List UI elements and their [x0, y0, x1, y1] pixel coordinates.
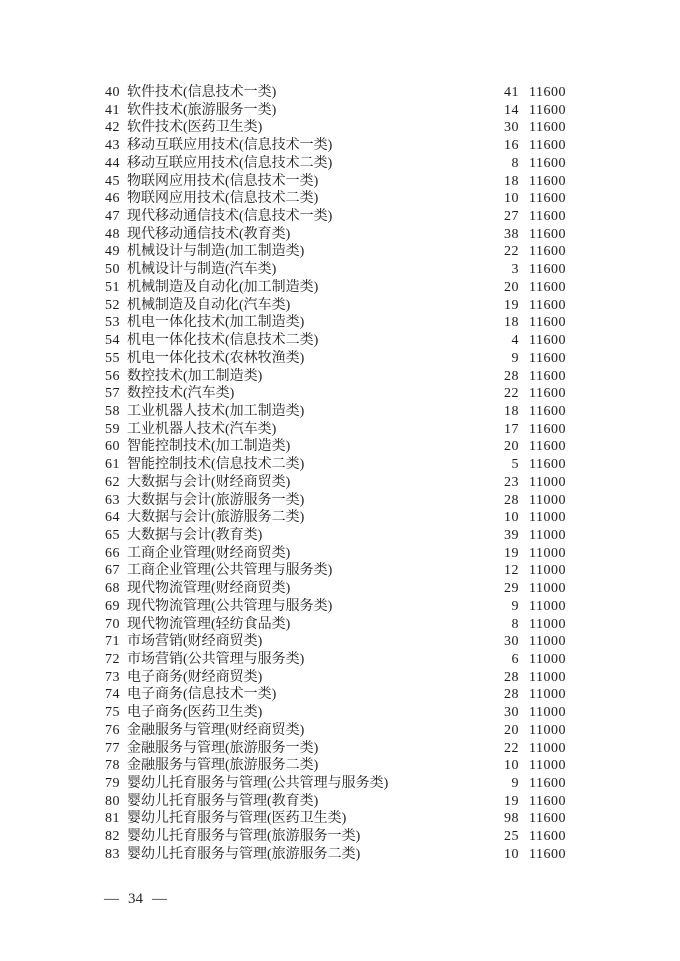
tuition-fee: 11000: [529, 669, 566, 685]
program-name: 物联网应用技术(信息技术一类): [127, 173, 319, 189]
table-row: [100, 279, 566, 297]
tuition-fee: 11000: [529, 492, 566, 508]
tuition-fee: 11600: [529, 421, 566, 437]
table-row: [100, 474, 566, 492]
row-number: 71: [105, 634, 120, 650]
plan-count: 3: [511, 262, 519, 278]
tuition-fee: 11000: [529, 758, 566, 774]
table-row: [100, 332, 566, 350]
row-number: 41: [105, 102, 120, 118]
row-number: 78: [105, 758, 120, 774]
program-name: 电子商务(信息技术一类): [127, 687, 277, 703]
program-name: 机械制造及自动化(加工制造类): [127, 279, 319, 295]
plan-count: 4: [511, 333, 519, 349]
tuition-fee: 11600: [529, 350, 566, 366]
tuition-fee: 11000: [529, 545, 566, 561]
tuition-fee: 11000: [529, 581, 566, 597]
plan-count: 30: [504, 120, 519, 136]
table-row: [100, 102, 566, 120]
table-row: [100, 545, 566, 563]
plan-count: 20: [504, 439, 519, 455]
plan-count: 6: [511, 652, 519, 667]
row-number: 43: [105, 138, 120, 154]
table-row: [100, 616, 566, 634]
row-number: 59: [105, 421, 120, 437]
program-name: 现代物流管理(财经商贸类): [127, 581, 291, 597]
program-name: 机电一体化技术(信息技术二类): [127, 333, 319, 349]
tuition-fee: 11600: [529, 403, 566, 419]
plan-count: 29: [504, 581, 519, 597]
row-number: 45: [105, 173, 120, 189]
page-footer: [104, 889, 167, 909]
row-number: 75: [105, 705, 120, 721]
tuition-fee: 11600: [529, 315, 566, 331]
program-name: 现代移动通信技术(信息技术一类): [127, 209, 333, 225]
row-number: 44: [105, 155, 120, 171]
table-row: [100, 686, 566, 704]
row-number: 50: [105, 262, 120, 278]
row-number: 69: [105, 598, 120, 614]
table-row: [100, 119, 566, 137]
row-number: 51: [105, 279, 120, 295]
plan-count: 38: [504, 226, 519, 242]
program-name: 婴幼儿托育服务与管理(公共管理与服务类): [127, 776, 389, 792]
row-number: 62: [105, 474, 120, 490]
table-row: [100, 155, 566, 173]
program-name: 金融服务与管理(财经商贸类): [127, 722, 305, 738]
program-name: 金融服务与管理(旅游服务一类): [127, 740, 319, 756]
program-name: 婴幼儿托育服务与管理(旅游服务一类): [127, 829, 361, 845]
tuition-fee: 11600: [529, 386, 566, 402]
plan-count: 30: [504, 634, 519, 650]
row-number: 74: [105, 687, 120, 703]
plan-count: 22: [504, 244, 519, 260]
row-number: 58: [105, 403, 120, 419]
table-row: [100, 208, 566, 226]
plan-count: 28: [504, 687, 519, 703]
plan-count: 28: [504, 492, 519, 508]
row-number: 82: [105, 829, 120, 845]
plan-count: 17: [504, 421, 519, 437]
row-number: 66: [105, 545, 120, 561]
tuition-fee: 11600: [529, 829, 566, 845]
program-name: 软件技术(信息技术一类): [127, 85, 277, 100]
plan-count: 10: [504, 510, 519, 526]
plan-count: 23: [504, 474, 519, 490]
tuition-fee: 11600: [529, 102, 566, 118]
program-name: 大数据与会计(旅游服务二类): [127, 510, 305, 526]
table-row: [100, 846, 566, 864]
table-row: [100, 775, 566, 793]
plan-count: 8: [511, 155, 519, 171]
plan-count: 39: [504, 527, 519, 543]
table-row: [100, 669, 566, 687]
program-name: 智能控制技术(加工制造类): [127, 439, 291, 455]
tuition-fee: 11000: [529, 474, 566, 490]
program-table: [100, 84, 566, 864]
program-name: 大数据与会计(财经商贸类): [127, 474, 291, 490]
table-row: [100, 84, 566, 102]
plan-count: 9: [511, 598, 519, 614]
row-number: 80: [105, 793, 120, 809]
row-number: 83: [105, 846, 120, 862]
table-row: [100, 509, 566, 527]
table-row: [100, 722, 566, 740]
plan-count: 25: [504, 829, 519, 845]
row-number: 68: [105, 581, 120, 597]
table-row: [100, 456, 566, 474]
program-name: 市场营销(公共管理与服务类): [127, 652, 305, 667]
tuition-fee: 11600: [529, 138, 566, 154]
table-row: [100, 492, 566, 510]
program-name: 婴幼儿托育服务与管理(旅游服务二类): [127, 846, 361, 862]
program-name: 机电一体化技术(加工制造类): [127, 315, 305, 331]
plan-count: 14: [504, 102, 519, 118]
table-row: [100, 438, 566, 456]
row-number: 53: [105, 315, 120, 331]
plan-count: 20: [504, 722, 519, 738]
row-number: 56: [105, 368, 120, 384]
tuition-fee: 11600: [529, 279, 566, 295]
table-row: [100, 173, 566, 191]
tuition-fee: 11600: [529, 297, 566, 313]
program-name: 机械制造及自动化(汽车类): [127, 297, 291, 313]
table-row: [100, 580, 566, 598]
table-row: [100, 651, 566, 669]
row-number: 73: [105, 669, 120, 685]
program-name: 物联网应用技术(信息技术二类): [127, 191, 319, 207]
program-name: 机械设计与制造(加工制造类): [127, 244, 305, 260]
program-name: 软件技术(旅游服务一类): [127, 102, 277, 118]
plan-count: 18: [504, 403, 519, 419]
tuition-fee: 11000: [529, 616, 566, 632]
tuition-fee: 11000: [529, 740, 566, 756]
tuition-fee: 11600: [529, 333, 566, 349]
table-row: [100, 190, 566, 208]
tuition-fee: 11600: [529, 439, 566, 455]
tuition-fee: 11600: [529, 811, 566, 827]
table-row: [100, 633, 566, 651]
plan-count: 10: [504, 758, 519, 774]
row-number: 79: [105, 776, 120, 792]
tuition-fee: 11600: [529, 120, 566, 136]
program-name: 现代物流管理(轻纺食品类): [127, 616, 291, 632]
plan-count: 22: [504, 386, 519, 402]
table-row: [100, 527, 566, 545]
program-name: 工业机器人技术(汽车类): [127, 421, 277, 437]
row-number: 64: [105, 510, 120, 526]
plan-count: 12: [504, 563, 519, 579]
plan-count: 18: [504, 173, 519, 189]
row-number: 55: [105, 350, 120, 366]
program-name: 机械设计与制造(汽车类): [127, 262, 277, 278]
plan-count: 19: [504, 545, 519, 561]
program-name: 移动互联应用技术(信息技术一类): [127, 138, 333, 154]
plan-count: 28: [504, 368, 519, 384]
plan-count: 18: [504, 315, 519, 331]
row-number: 54: [105, 333, 120, 349]
table-row: [100, 297, 566, 315]
row-number: 76: [105, 722, 120, 738]
table-row: [100, 350, 566, 368]
program-name: 工商企业管理(公共管理与服务类): [127, 563, 333, 579]
tuition-fee: 11000: [529, 563, 566, 579]
row-number: 81: [105, 811, 120, 827]
plan-count: 19: [504, 793, 519, 809]
plan-count: 98: [504, 811, 519, 827]
tuition-fee: 11600: [529, 209, 566, 225]
program-name: 电子商务(财经商贸类): [127, 669, 263, 685]
program-name: 大数据与会计(教育类): [127, 527, 263, 543]
tuition-fee: 11000: [529, 634, 566, 650]
table-row: [100, 368, 566, 386]
row-number: 57: [105, 386, 120, 402]
program-name: 大数据与会计(旅游服务一类): [127, 492, 305, 508]
row-number: 47: [105, 209, 120, 225]
program-name: 工业机器人技术(加工制造类): [127, 403, 305, 419]
tuition-fee: 11600: [529, 155, 566, 171]
plan-count: 41: [504, 85, 519, 100]
program-name: 移动互联应用技术(信息技术二类): [127, 155, 333, 171]
plan-count: 19: [504, 297, 519, 313]
plan-count: 10: [504, 846, 519, 862]
row-number: 65: [105, 527, 120, 543]
program-name: 婴幼儿托育服务与管理(医药卫生类): [127, 811, 347, 827]
table-row: [100, 261, 566, 279]
tuition-fee: 11600: [529, 173, 566, 189]
program-name: 数控技术(加工制造类): [127, 368, 263, 384]
tuition-fee: 11000: [529, 687, 566, 703]
plan-count: 5: [511, 457, 519, 473]
program-name: 智能控制技术(信息技术二类): [127, 457, 305, 473]
plan-count: 9: [511, 776, 519, 792]
row-number: 46: [105, 191, 120, 207]
tuition-fee: 11600: [529, 793, 566, 809]
tuition-fee: 11000: [529, 705, 566, 721]
row-number: 40: [105, 85, 120, 100]
plan-count: 28: [504, 669, 519, 685]
row-number: 61: [105, 457, 120, 473]
table-row: [100, 598, 566, 616]
tuition-fee: 11600: [529, 368, 566, 384]
plan-count: 27: [504, 209, 519, 225]
row-number: 70: [105, 616, 120, 632]
row-number: 42: [105, 120, 120, 136]
plan-count: 9: [511, 350, 519, 366]
plan-count: 8: [511, 616, 519, 632]
table-row: [100, 704, 566, 722]
tuition-fee: 11000: [529, 598, 566, 614]
tuition-fee: 11000: [529, 527, 566, 543]
table-row: [100, 403, 566, 421]
plan-count: 16: [504, 138, 519, 154]
plan-count: 20: [504, 279, 519, 295]
tuition-fee: 11600: [529, 85, 566, 100]
row-number: 72: [105, 652, 120, 667]
row-number: 52: [105, 297, 120, 313]
program-name: 婴幼儿托育服务与管理(教育类): [127, 793, 319, 809]
program-name: 金融服务与管理(旅游服务二类): [127, 758, 319, 774]
row-number: 60: [105, 439, 120, 455]
row-number: 67: [105, 563, 120, 579]
table-row: [100, 385, 566, 403]
plan-count: 30: [504, 705, 519, 721]
plan-count: 10: [504, 191, 519, 207]
table-row: [100, 793, 566, 811]
tuition-fee: 11600: [529, 457, 566, 473]
program-name: 现代物流管理(公共管理与服务类): [127, 598, 333, 614]
table-row: [100, 243, 566, 261]
plan-count: 22: [504, 740, 519, 756]
page-number: 34: [128, 891, 143, 907]
table-row: [100, 421, 566, 439]
table-row: [100, 226, 566, 244]
row-number: 77: [105, 740, 120, 756]
tuition-fee: 11600: [529, 226, 566, 242]
tuition-fee: 11600: [529, 262, 566, 278]
row-number: 49: [105, 244, 120, 260]
row-number: 63: [105, 492, 120, 508]
tuition-fee: 11000: [529, 510, 566, 526]
table-row: [100, 828, 566, 846]
program-name: 电子商务(医药卫生类): [127, 705, 263, 721]
program-name: 软件技术(医药卫生类): [127, 120, 263, 136]
row-number: 48: [105, 226, 120, 242]
table-row: [100, 314, 566, 332]
program-name: 现代移动通信技术(教育类): [127, 226, 291, 242]
program-name: 市场营销(财经商贸类): [127, 634, 263, 650]
table-row: [100, 810, 566, 828]
footer-left-dash: —: [104, 891, 119, 907]
table-row: [100, 137, 566, 155]
tuition-fee: 11600: [529, 244, 566, 260]
tuition-fee: 11600: [529, 776, 566, 792]
table-row: [100, 562, 566, 580]
tuition-fee: 11000: [529, 722, 566, 738]
program-name: 数控技术(汽车类): [127, 386, 235, 402]
tuition-fee: 11600: [529, 191, 566, 207]
program-name: 机电一体化技术(农林牧渔类): [127, 350, 305, 366]
tuition-fee: 11000: [529, 652, 566, 667]
table-row: [100, 757, 566, 775]
tuition-fee: 11600: [529, 846, 566, 862]
program-name: 工商企业管理(财经商贸类): [127, 545, 291, 561]
table-row: [100, 740, 566, 758]
footer-right-dash: —: [152, 891, 167, 907]
